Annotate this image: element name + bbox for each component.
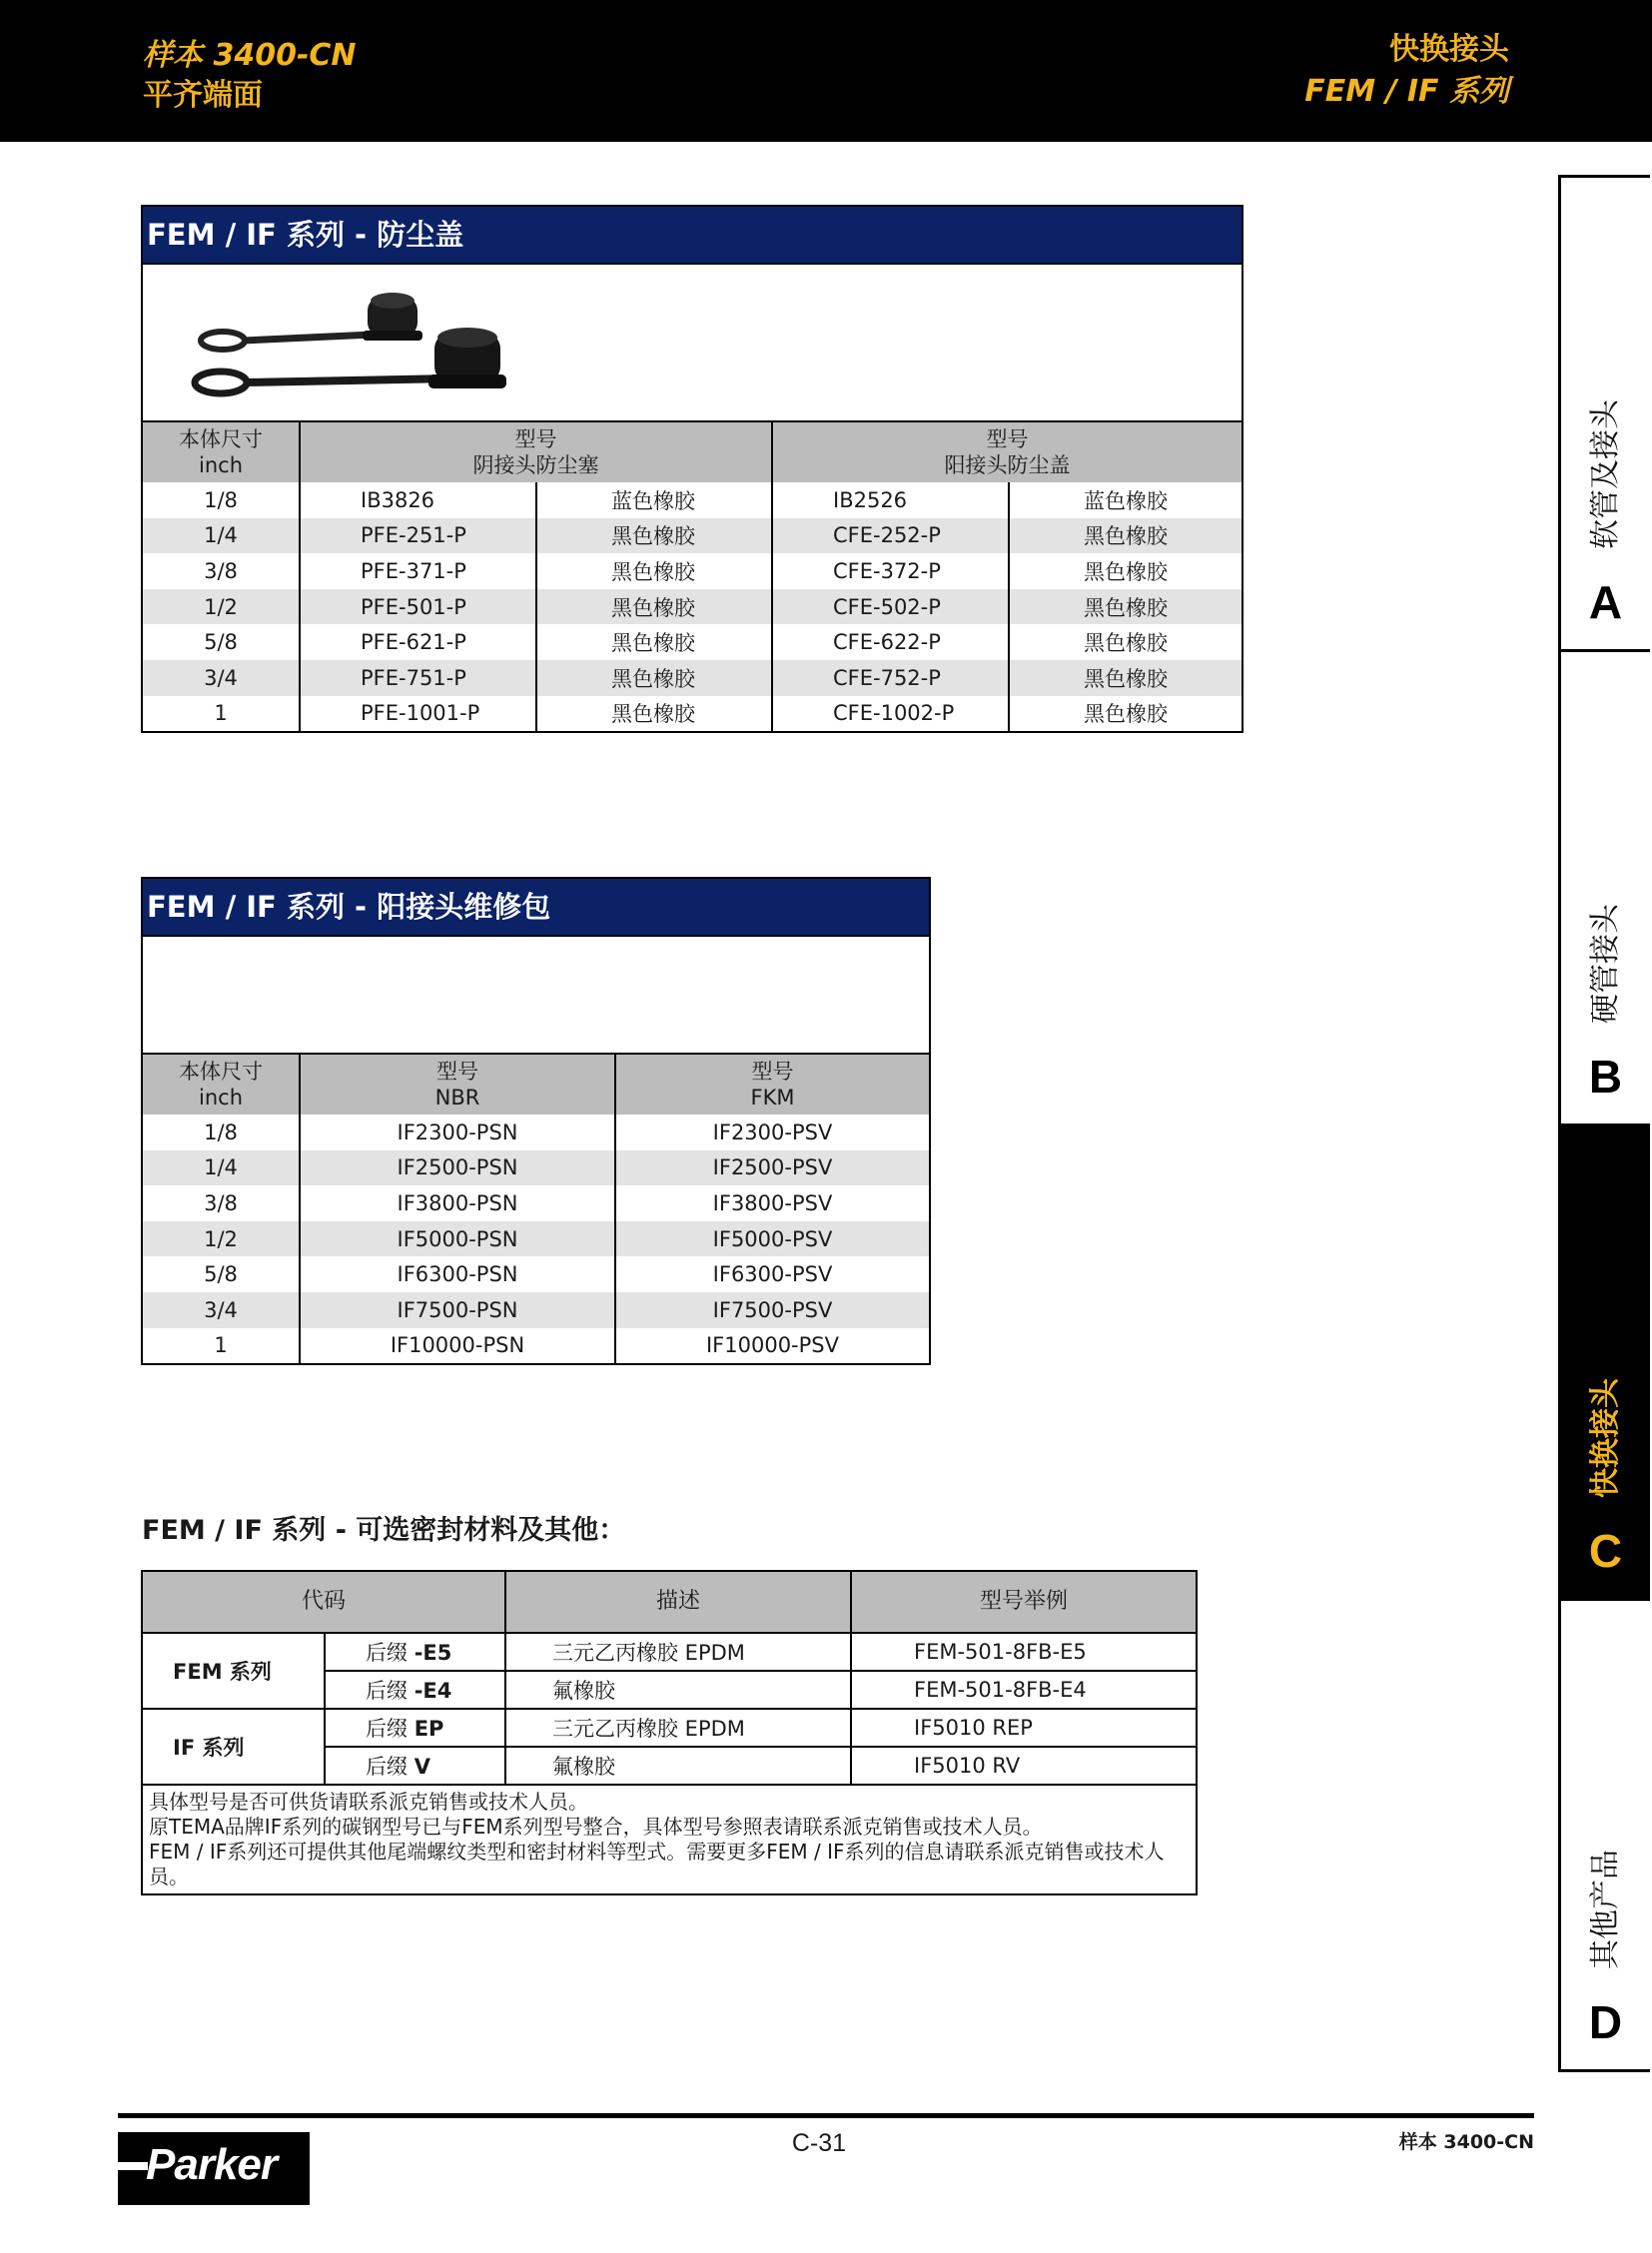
table-row <box>143 1633 1196 1671</box>
group-if: IF 系列 <box>143 1709 325 1785</box>
table-row <box>143 1150 929 1186</box>
notes <box>143 1785 1196 1893</box>
section-title: 快换接头 <box>1389 32 1509 67</box>
cell-material: 黑色橡胶 <box>536 660 772 696</box>
cell-material: 黑色橡胶 <box>1009 589 1241 625</box>
cell-size: 1/2 <box>143 589 300 625</box>
suffix-label: 后缀 <box>366 1717 414 1741</box>
table-row <box>143 553 1241 589</box>
parker-logo <box>118 2132 310 2205</box>
note-line: FEM / IF系列还可提供其他尾端螺纹类型和密封材料等型式。需要更多FEM / IF系列的信息请联系派克销售或技术人员。 <box>149 1840 1165 1888</box>
header-label: 型号 <box>986 427 1029 451</box>
suffix-code: EP <box>413 1717 444 1741</box>
header-label: 型号 <box>514 427 557 451</box>
tab-letter: B <box>1588 1051 1623 1103</box>
cell-size: 1 <box>143 1328 300 1364</box>
cell-material: 黑色橡胶 <box>1084 702 1168 727</box>
cell-material: 黑色橡胶 <box>1009 660 1241 696</box>
table-row <box>143 1328 929 1364</box>
table-row <box>143 1292 929 1328</box>
tab-letter: A <box>1588 576 1623 628</box>
cell-fkm: IF7500-PSV <box>615 1292 929 1328</box>
notes-row <box>143 1785 1196 1893</box>
page-header <box>0 0 1652 142</box>
options-grid <box>143 1572 1196 1893</box>
cell-suffix <box>325 1633 505 1671</box>
logo-text: Parker <box>146 2140 278 2189</box>
header-sublabel: 阴接头防尘塞 <box>472 453 599 477</box>
footer-catalog: 样本 3400-CN <box>1398 2131 1534 2153</box>
note-line: 具体型号是否可供货请联系派克销售或技术人员。 <box>149 1790 588 1814</box>
cell-material: 黑色橡胶 <box>1084 559 1168 584</box>
cell-part: PFE-251-P <box>300 518 536 554</box>
cell-part: IB3826 <box>300 482 536 518</box>
tab-letter: D <box>1588 1996 1623 2048</box>
footer-rule <box>118 2113 1534 2118</box>
table-row <box>143 1185 929 1221</box>
suffix-code: -E5 <box>413 1641 452 1665</box>
cell-example: IF5010 REP <box>851 1709 1196 1747</box>
header-label: 本体尺寸 <box>179 427 263 451</box>
col-header-female-plug <box>300 421 772 482</box>
dust-cap-table <box>141 205 1243 733</box>
cell-example: IF5010 RV <box>851 1747 1196 1785</box>
header-label: 型号 <box>436 1060 478 1084</box>
note-line: 原TEMA品牌IF系列的碳钢型号已与FEM系列型号整合，具体型号参照表请联系派克销售或技术人员。 <box>149 1815 1043 1839</box>
product-image-area <box>143 265 1241 420</box>
cell-suffix <box>325 1747 505 1785</box>
suffix-label: 后缀 <box>366 1755 414 1779</box>
table-row <box>143 696 1241 732</box>
cell-nbr: IF7500-PSN <box>300 1292 615 1328</box>
repair-kit-grid <box>143 1053 929 1363</box>
cell-fkm: IF2500-PSV <box>615 1150 929 1186</box>
cell-part: IB2526 <box>772 482 1009 518</box>
table-row <box>143 1709 1196 1747</box>
cell-example: FEM-501-8FB-E4 <box>851 1671 1196 1709</box>
cell-material: 黑色橡胶 <box>536 696 772 732</box>
cell-material: 黑色橡胶 <box>536 589 772 625</box>
cell-part: CFE-622-P <box>772 624 1009 660</box>
cell-fkm: IF5000-PSV <box>615 1221 929 1257</box>
col-header-nbr <box>300 1054 615 1115</box>
cell-size: 3/8 <box>143 1185 300 1221</box>
cell-nbr: IF2300-PSN <box>300 1115 615 1150</box>
table-row <box>143 1221 929 1257</box>
image-area <box>143 937 929 1053</box>
section-subtitle: FEM / IF 系列 <box>1304 74 1509 109</box>
cell-desc: 氟橡胶 <box>505 1747 851 1785</box>
cell-size: 1/4 <box>143 1150 300 1186</box>
cell-part: CFE-502-P <box>772 589 1009 625</box>
cell-material: 黑色橡胶 <box>536 518 772 554</box>
cell-size: 1/8 <box>143 1115 300 1150</box>
header-unit: inch <box>199 453 243 477</box>
tab-label: 其他产品 <box>1587 1850 1623 1969</box>
tab-label: 软管及接头 <box>1587 399 1623 549</box>
cell-fkm: IF3800-PSV <box>615 1185 929 1221</box>
table-title: FEM / IF 系列 - 阳接头维修包 <box>143 879 929 937</box>
cell-size: 1 <box>143 696 300 732</box>
table-row <box>143 482 1241 518</box>
tab-other-products[interactable] <box>1558 1598 1650 2072</box>
tab-tube-fittings[interactable] <box>1558 649 1650 1124</box>
cell-size: 1/2 <box>143 1221 300 1257</box>
col-header-code: 代码 <box>143 1572 505 1633</box>
suffix-code: -E4 <box>413 1679 452 1703</box>
cell-size: 3/4 <box>143 1292 300 1328</box>
cell-size: 3/8 <box>143 553 300 589</box>
options-heading: FEM / IF 系列 - 可选密封材料及其他： <box>142 1515 626 1546</box>
col-header-fkm <box>615 1054 929 1115</box>
table-row <box>143 1115 929 1150</box>
cell-material: 蓝色橡胶 <box>1084 488 1168 513</box>
header-sublabel: NBR <box>434 1086 480 1110</box>
cell-material: 黑色橡胶 <box>1009 518 1241 554</box>
cell-part: PFE-371-P <box>300 553 536 589</box>
options-table <box>141 1570 1198 1895</box>
cell-nbr: IF10000-PSN <box>300 1328 615 1364</box>
col-header-size <box>143 1054 300 1115</box>
cell-part: CFE-372-P <box>772 553 1009 589</box>
tab-label: 快换接头 <box>1587 1378 1623 1498</box>
cell-part: CFE-752-P <box>772 660 1009 696</box>
catalog-subtitle: 平齐端面 <box>143 78 263 113</box>
cell-nbr: IF5000-PSN <box>300 1221 615 1257</box>
dust-cap-grid <box>143 420 1241 731</box>
repair-kit-table <box>141 877 931 1365</box>
cell-fkm: IF6300-PSV <box>615 1256 929 1292</box>
header-label: 本体尺寸 <box>179 1060 263 1084</box>
cell-material: 黑色橡胶 <box>536 624 772 660</box>
tab-label: 硬管接头 <box>1587 904 1623 1024</box>
cell-part: PFE-621-P <box>300 624 536 660</box>
header-label: 型号 <box>751 1060 794 1084</box>
cell-desc: 三元乙丙橡胶 EPDM <box>505 1633 851 1671</box>
col-header-example: 型号举例 <box>851 1572 1196 1633</box>
cell-suffix <box>325 1671 505 1709</box>
page-number: C-31 <box>791 2129 847 2157</box>
cell-material: 黑色橡胶 <box>1084 631 1168 656</box>
header-sublabel: 阳接头防尘盖 <box>944 453 1071 477</box>
cell-size: 5/8 <box>143 1256 300 1292</box>
cell-part: PFE-751-P <box>300 660 536 696</box>
cell-part: PFE-501-P <box>300 589 536 625</box>
cell-desc: 氟橡胶 <box>505 1671 851 1709</box>
cell-example: FEM-501-8FB-E5 <box>851 1633 1196 1671</box>
tab-hose-fittings[interactable] <box>1558 175 1650 649</box>
header-unit: inch <box>199 1086 243 1110</box>
table-row <box>143 518 1241 554</box>
col-header-desc: 描述 <box>505 1572 851 1633</box>
table-row <box>143 589 1241 625</box>
cell-desc: 三元乙丙橡胶 EPDM <box>505 1709 851 1747</box>
suffix-label: 后缀 <box>366 1679 414 1703</box>
table-row <box>143 660 1241 696</box>
cell-fkm: IF2300-PSV <box>615 1115 929 1150</box>
table-title: FEM / IF 系列 - 防尘盖 <box>143 207 1241 265</box>
col-header-male-cap <box>772 421 1241 482</box>
cell-size: 3/4 <box>143 660 300 696</box>
group-fem: FEM 系列 <box>143 1633 325 1709</box>
cell-part: PFE-1001-P <box>300 696 536 732</box>
cell-material: 黑色橡胶 <box>536 553 772 589</box>
tab-letter: C <box>1588 1525 1623 1577</box>
suffix-code: V <box>413 1755 430 1779</box>
tab-quick-couplings[interactable] <box>1558 1124 1650 1598</box>
header-sublabel: FKM <box>750 1086 795 1110</box>
cell-material: 蓝色橡胶 <box>536 482 772 518</box>
dust-cap-image <box>183 283 582 412</box>
cell-suffix <box>325 1709 505 1747</box>
cell-nbr: IF6300-PSN <box>300 1256 615 1292</box>
section-tabs <box>1558 175 1652 2072</box>
cell-fkm: IF10000-PSV <box>615 1328 929 1364</box>
cell-size: 1/8 <box>143 482 300 518</box>
logo-bar <box>118 2162 148 2170</box>
cell-nbr: IF2500-PSN <box>300 1150 615 1186</box>
cell-size: 1/4 <box>143 518 300 554</box>
suffix-label: 后缀 <box>366 1641 414 1665</box>
cell-nbr: IF3800-PSN <box>300 1185 615 1221</box>
cell-size: 5/8 <box>143 624 300 660</box>
col-header-size <box>143 421 300 482</box>
cell-part: CFE-1002-P <box>772 696 1009 732</box>
table-row <box>143 1256 929 1292</box>
table-row <box>143 624 1241 660</box>
catalog-title: 样本 3400-CN <box>143 38 357 73</box>
cell-part: CFE-252-P <box>772 518 1009 554</box>
